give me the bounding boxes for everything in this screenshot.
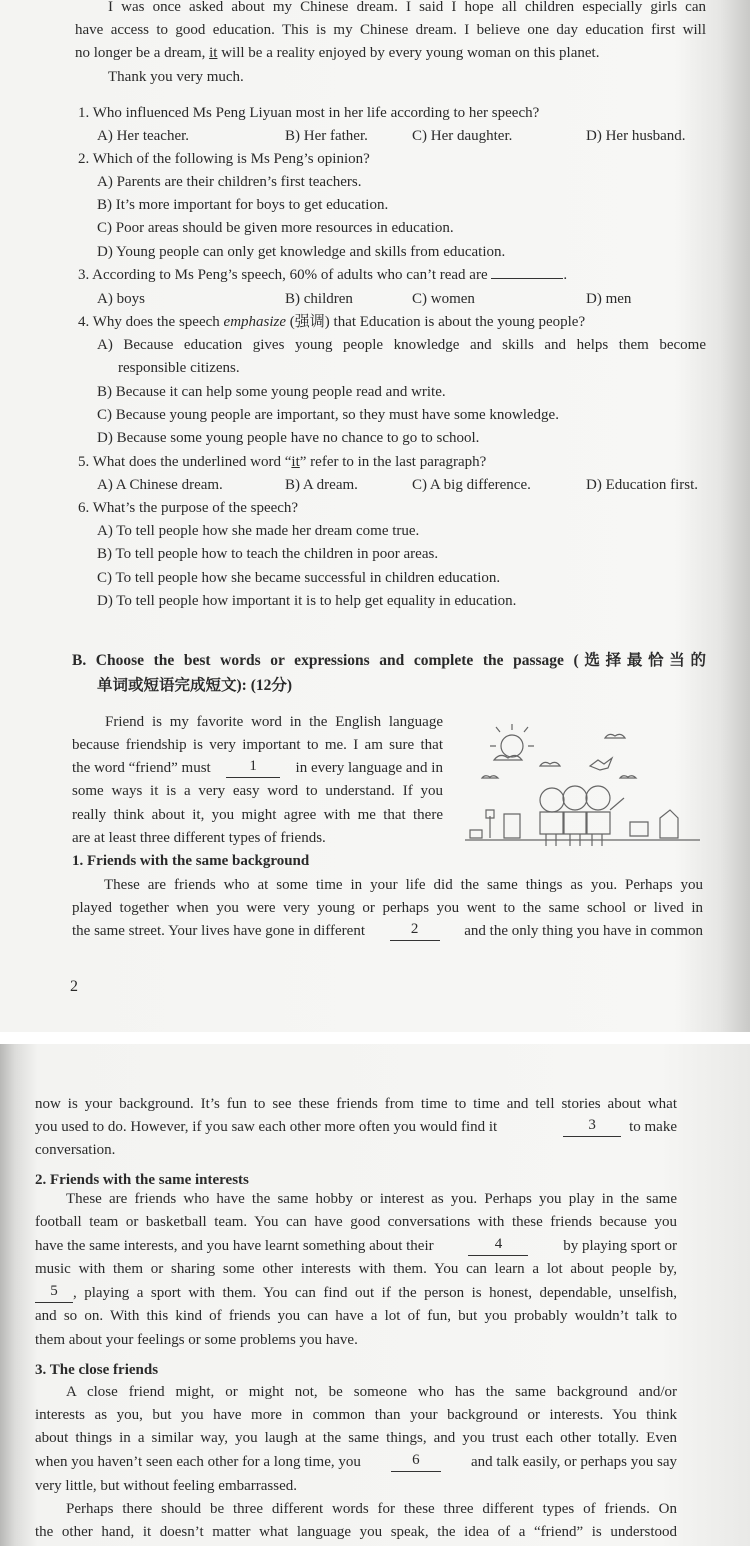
page-number: 2 [70,978,78,995]
page-gap [0,1032,750,1044]
para-line: Friend is my favorite word in the English language [105,714,443,730]
para-line [35,1117,677,1137]
text: 5. What does the underlined word “ [78,454,292,470]
para-line: about things in a similar way, you laugh at the same things, and you trust each other totally. Even [35,1430,677,1446]
text: 4. Why does the speech [78,314,224,330]
option: A) A Chinese dream. [97,477,223,493]
para-line: A close friend might, or might not, be someone who has the same background and/or [66,1384,677,1400]
question-6: 6. What’s the purpose of the speech? [78,500,299,516]
para-line [72,921,703,941]
para-line: because friendship is very important to me. I am sure that [72,737,443,753]
blank-1: 1 [226,758,280,778]
option: D) Young people can only get knowledge and skills from education. [97,244,506,260]
para-line: Perhaps there should be three different words for these three different types of friends. On [66,1501,677,1517]
blank-2: 2 [390,921,440,941]
option: D) men [586,291,632,307]
underlined-word: it [291,454,300,470]
text: by playing sport or [563,1238,677,1254]
option: B) children [285,291,353,307]
answer-blank [491,278,563,279]
option: D) Education first. [586,477,699,493]
text: you used to do. However, if you saw each other more often you would find it [35,1119,498,1135]
text: no longer be a dream, [75,45,210,61]
subheading: 1. Friends with the same background [72,853,310,869]
text: will be a reality enjoyed by every young woman on this planet. [217,45,600,61]
para-line: are at least three different types of friends. [72,830,326,846]
subheading: 3. The close friends [35,1362,159,1378]
para-line: some ways it is a very easy word to understand. If you [72,783,443,799]
intro-line [75,43,599,63]
option: C) A big difference. [412,477,531,493]
section-heading-cont: 单词或短语完成短文): (12分) [97,677,293,694]
para-line: really think about it, you might agree with me that there [72,807,443,823]
question-2: 2. Which of the following is Ms Peng’s opinion? [78,151,370,167]
para-line: These are friends who have the same hobby or interest as you. Perhaps you play in the same [66,1191,677,1207]
option: C) Her daughter. [412,128,513,144]
para-line [35,1236,677,1256]
intro-line: I was once asked about my Chinese dream. I said I hope all children especially girls can [108,0,706,15]
option: A) Because education gives young people knowledge and skills and helps them become [97,337,706,353]
subheading: 2. Friends with the same interests [35,1172,249,1188]
section-heading: B. Choose the best words or expressions and complete the passage (选择最恰当的 [72,652,706,669]
text: to make [629,1119,677,1135]
option: B) To tell people how to teach the children in poor areas. [97,546,439,562]
emphasis: emphasize [223,314,287,330]
children-illustration [460,718,705,858]
para-line: conversation. [35,1142,116,1158]
text: ” refer to in the last paragraph? [299,454,487,470]
option: A) Parents are their children’s first teachers. [97,174,362,190]
option: B) A dream. [285,477,358,493]
option: D) Because some young people have no chance to go to school. [97,430,480,446]
para-line: These are friends who at some time in your life did the same things as you. Perhaps you [104,877,703,893]
option: B) Her father. [285,128,368,144]
text: , playing a sport with them. You can find out if the person is honest, dependable, unselfish, [73,1285,677,1301]
page-2 [0,1044,750,1546]
option: C) Poor areas should be given more resources in education. [97,220,454,236]
intro-line: Thank you very much. [108,69,244,85]
option: C) To tell people how she became successful in children education. [97,570,501,586]
para-line: very little, but without feeling embarrassed. [35,1478,298,1494]
question-5 [78,452,486,472]
para-line: and so on. With this kind of friends you can have a lot of fun, but you probably wouldn’t talk to [35,1308,677,1324]
question-3: 3. According to Ms Peng’s speech, 60% of adults who can’t read are . [78,267,568,283]
text: when you haven’t seen each other for a long time, you [35,1454,361,1470]
para-line [35,1452,677,1472]
text: the same street. Your lives have gone in different [72,923,365,939]
text: 3. According to Ms Peng’s speech, 60% of adults who can’t read are [78,267,488,283]
option: A) boys [97,291,145,307]
blank-4: 4 [468,1236,528,1256]
option: A) Her teacher. [97,128,190,144]
option: D) Her husband. [586,128,686,144]
text: in every language and in [295,760,443,776]
text: have the same interests, and you have learnt something about their [35,1238,434,1254]
option-continued: responsible citizens. [118,360,240,376]
option: A) To tell people how she made her dream come true. [97,523,420,539]
option: C) Because young people are important, so they must have some knowledge. [97,407,559,423]
para-line: interests as you, but you have more in common than your background or interests. You think [35,1407,677,1423]
para-line: music with them or sharing some other interests with them. You can learn a lot about people by, [35,1261,677,1277]
para-line: now is your background. It’s fun to see these friends from time to time and tell stories about what [35,1096,677,1112]
text: the word “friend” must [72,760,211,776]
para-line: football team or basketball team. You can have good conversations with these friends because you [35,1214,677,1230]
text: (强调) that Education is about the young people? [286,314,586,330]
option: D) To tell people how important it is to help get equality in education. [97,593,517,609]
underlined-word: it [209,45,218,61]
option: B) Because it can help some young people read and write. [97,384,446,400]
text: and talk easily, or perhaps you say [470,1454,677,1470]
para-line: played together when you were very young or perhaps you went to the same school or lived in [72,900,703,916]
blank-6: 6 [391,1452,441,1472]
para-line [35,1283,677,1303]
blank-3: 3 [563,1117,621,1137]
para-line: the other hand, it doesn’t matter what language you speak, the idea of a “friend” is understood [35,1524,677,1540]
question-4 [78,312,585,332]
intro-line: have access to good education. This is my Chinese dream. I believe one day education first will [75,22,706,38]
para-line [72,758,443,778]
blank-5: 5 [35,1283,73,1303]
option: C) women [412,291,475,307]
para-line: them about your feelings or some problems you have. [35,1332,358,1348]
option: B) It’s more important for boys to get education. [97,197,389,213]
question-1: 1. Who influenced Ms Peng Liyuan most in her life according to her speech? [78,105,540,121]
text: and the only thing you have in common [464,923,703,939]
